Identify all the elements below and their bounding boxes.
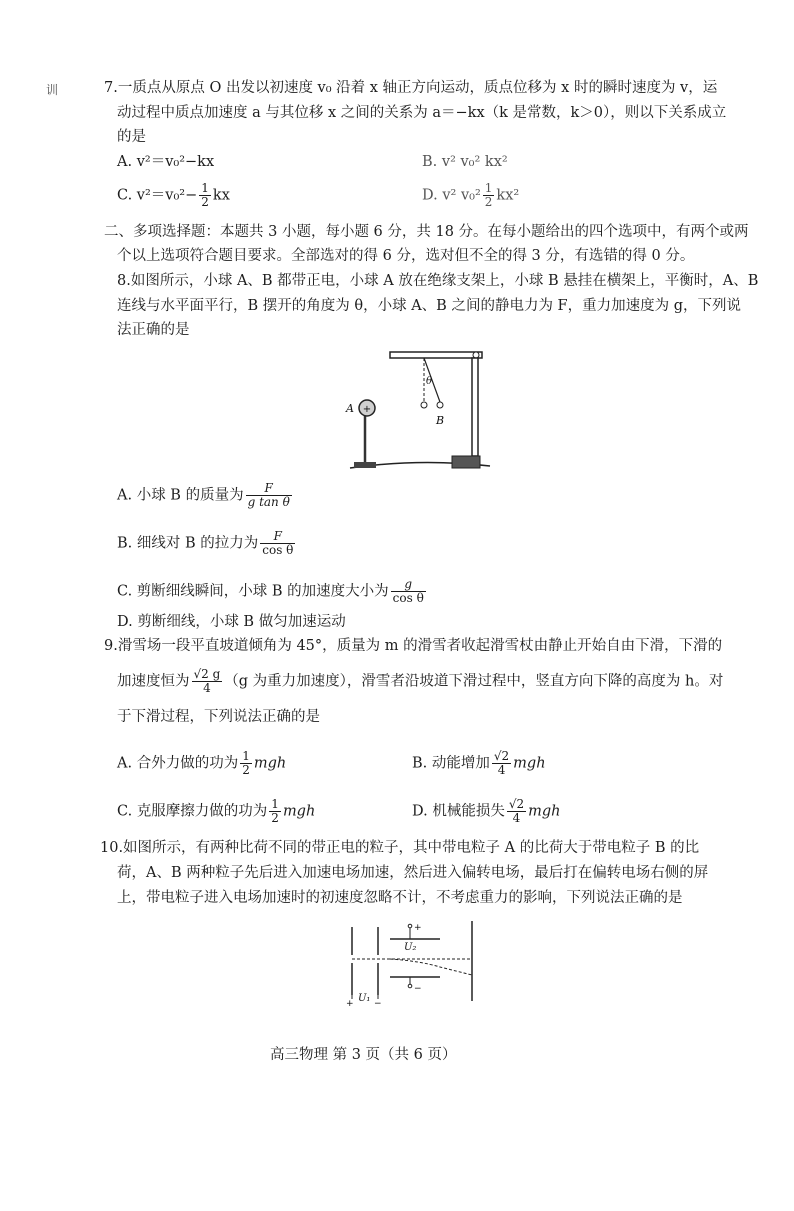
section-2-line-2: 个以上选项符合题目要求。全部选对的得 6 分，选对但不全的得 3 分，有选错的得 0 分。 [117, 248, 695, 264]
margin-mark: 训 [46, 83, 59, 97]
q9-option-d-den: 4 [512, 811, 521, 825]
q9-option-d [412, 798, 560, 825]
q7-line-1: 7.一质点从原点 O 出发以初速度 v₀ 沿着 x 轴正方向运动，质点位移为 x 时的瞬时速度为 v，运 [104, 80, 718, 96]
q8-line-3: 法正确的是 [117, 322, 190, 338]
u1-minus: − [374, 999, 382, 1007]
q9-accel-fraction [192, 668, 223, 695]
vertical-post [472, 358, 478, 456]
q8-figure [340, 340, 500, 480]
label-a: A [346, 402, 354, 415]
q7-option-d-den: 2 [484, 195, 493, 209]
q9-option-d-post: mgh [528, 803, 561, 820]
q7-option-c-post: kx [212, 187, 230, 204]
q7-option-c-fraction [199, 182, 211, 209]
q7-option-d-pre: D. v² v₀² [422, 187, 481, 204]
q8-option-a-den: g tan θ [247, 495, 290, 509]
q9-option-c [117, 798, 315, 825]
q7-option-c-den: 2 [201, 195, 209, 209]
q8-option-c [117, 578, 428, 605]
q8-option-c-fraction [391, 578, 426, 605]
q7-option-b: B. v² v₀² kx² [422, 154, 508, 170]
q9-option-b-num: √2 [493, 749, 510, 763]
q10-line-1: 10.如图所示，有两种比荷不同的带正电的粒子，其中带电粒子 A 的比荷大于带电粒子 B 的比 [100, 840, 700, 856]
q7-option-d-fraction [483, 182, 495, 209]
q7-option-d [422, 182, 519, 209]
q8-option-a-fraction [246, 482, 292, 509]
page-footer: 高三物理 第 3 页（共 6 页） [270, 1047, 457, 1063]
q8-option-c-den: cos θ [392, 591, 424, 605]
u2-terminal-bottom [408, 984, 412, 988]
q8-option-b-num: F [260, 530, 295, 544]
bar-clamp [473, 352, 479, 358]
q9-option-c-den: 2 [271, 811, 279, 825]
u2-minus: − [414, 984, 422, 994]
u2-label: U₂ [404, 942, 417, 953]
q9-option-b-den: 4 [497, 763, 506, 777]
q9-option-c-fraction [269, 798, 281, 825]
u2-plus: + [414, 923, 422, 933]
ball-b [437, 402, 443, 408]
q9-option-a-num: 1 [242, 749, 250, 763]
q8-option-a-num: F [246, 482, 292, 496]
q9-option-a-pre: A. 合外力做的功为 [117, 755, 239, 772]
horizontal-bar [390, 352, 482, 358]
q7-line-3: 的是 [117, 129, 146, 145]
q9-option-a [117, 750, 286, 777]
post-base-block [452, 456, 480, 468]
q9-accel-den: 4 [203, 681, 211, 695]
q7-line-2: 动过程中质点加速度 a 与其位移 x 之间的关系为 a＝−kx（k 是常数，k＞0），则以下关系成立 [117, 105, 727, 121]
q8-option-b-pre: B. 细线对 B 的拉力为 [117, 535, 259, 552]
q9-option-a-den: 2 [242, 763, 250, 777]
q9-option-d-pre: D. 机械能损失 [412, 803, 505, 820]
u1-label: U₁ [358, 993, 371, 1004]
q9-option-b-post: mgh [513, 755, 546, 772]
deflected-path [390, 959, 472, 975]
q10-figure [340, 915, 480, 1007]
q8-line-1: 8.如图所示，小球 A、B 都带正电，小球 A 放在绝缘支架上，小球 B 悬挂在横架上，平衡时，A、B [117, 273, 759, 289]
q9-option-c-post: mgh [282, 803, 316, 820]
q10-line-2: 荷，A、B 两种粒子先后进入加速电场加速，然后进入偏转电场，最后打在偏转电场右侧的屏 [117, 865, 709, 881]
label-b: B [436, 414, 445, 427]
q8-option-b [117, 530, 297, 557]
q8-option-a-pre: A. 小球 B 的质量为 [117, 487, 244, 504]
q8-option-c-num: g [391, 578, 426, 592]
q9-accel-num: √2 g [193, 667, 221, 681]
q9-line-3: 于下滑过程，下列说法正确的是 [117, 709, 320, 725]
section-2-line-1: 二、多项选择题：本题共 3 小题，每小题 6 分，共 18 分。在每小题给出的四个选项中，有两个或两 [104, 224, 749, 240]
q8-option-d: D. 剪断细线，小球 B 做匀加速运动 [117, 614, 346, 630]
q7-option-c-num: 1 [201, 181, 209, 195]
u1-plus: + [346, 999, 354, 1007]
q9-option-d-num: √2 [508, 797, 525, 811]
q9-option-c-num: 1 [271, 797, 279, 811]
q9-line-2 [117, 668, 723, 695]
q9-line-1: 9.滑雪场一段平直坡道倾角为 45°，质量为 m 的滑雪者收起滑雪杖由静止开始自由下滑，下滑的 [104, 638, 723, 654]
q8-option-c-pre: C. 剪断细线瞬间，小球 B 的加速度大小为 [117, 583, 389, 600]
q7-option-c [117, 182, 230, 209]
q8-option-b-den: cos θ [262, 543, 294, 557]
u2-terminal-top [408, 924, 412, 928]
q9-option-b [412, 750, 546, 777]
q7-option-a: A. v²＝v₀²−kx [117, 154, 215, 170]
q8-line-2: 连线与水平面平行，B 摆开的角度为 θ，小球 A、B 之间的静电力为 F，重力加速度为 g，下列说 [117, 298, 742, 314]
ball-a-plus-sign: + [362, 404, 372, 415]
q9-line-2-post: （g 为重力加速度），滑雪者沿坡道下滑过程中，竖直方向下降的高度为 h。对 [224, 673, 724, 690]
q9-line-2-pre: 加速度恒为 [117, 673, 190, 690]
q10-line-3: 上，带电粒子进入电场加速时的初速度忽略不计，不考虑重力的影响，下列说法正确的是 [117, 890, 683, 906]
stand-a-base [354, 462, 376, 468]
q9-option-c-pre: C. 克服摩擦力做的功为 [117, 803, 268, 820]
q7-option-c-pre: C. v²＝v₀²− [117, 187, 198, 204]
q9-option-a-post: mgh [253, 755, 287, 772]
q9-option-b-pre: B. 动能增加 [412, 755, 490, 772]
q9-option-a-fraction [240, 750, 252, 777]
hanging-reference-ball [421, 402, 427, 408]
q8-option-a [117, 482, 294, 509]
q8-option-b-fraction [260, 530, 295, 557]
q9-option-d-fraction [507, 798, 526, 825]
q7-option-d-num: 1 [484, 181, 493, 195]
q9-option-b-fraction [492, 750, 511, 777]
q7-option-d-post: kx² [496, 187, 520, 204]
label-theta: θ [426, 376, 433, 387]
